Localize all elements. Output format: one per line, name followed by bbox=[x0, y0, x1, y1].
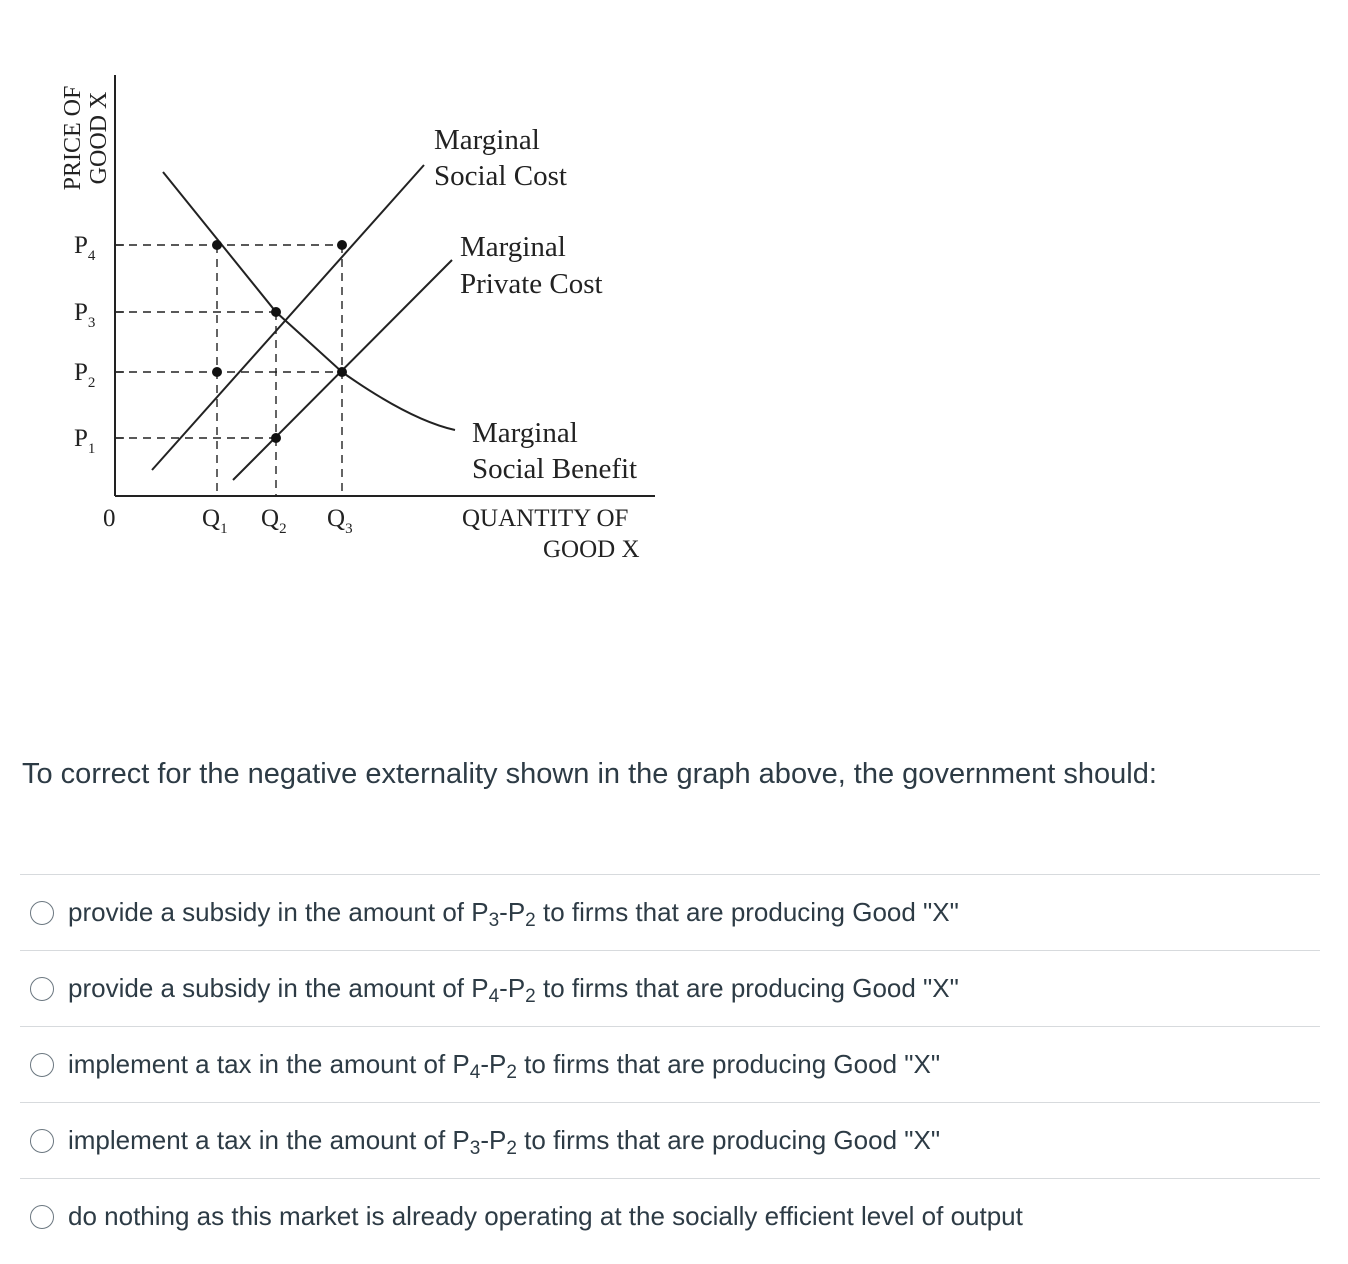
x-axis-label-line1: QUANTITY OF bbox=[462, 505, 629, 532]
answer-label: do nothing as this market is already operating at the socially efficient level of output bbox=[68, 1201, 1023, 1231]
radio-button[interactable] bbox=[30, 1129, 54, 1153]
ticks bbox=[115, 245, 124, 438]
price-label-p1: $P_1$ bbox=[74, 425, 96, 457]
answer-label: provide a subsidy in the amount of $P_3-P_2$ to firms that are producing Good "X" bbox=[68, 897, 959, 931]
radio-button[interactable] bbox=[30, 1053, 54, 1077]
point-q2-p3 bbox=[271, 307, 281, 317]
quantity-label-q1: $Q_1$ bbox=[202, 505, 228, 537]
point-q3-p4 bbox=[337, 240, 347, 250]
answer-option-3[interactable] bbox=[20, 1026, 1320, 1102]
quantity-label-q2: $Q_2$ bbox=[261, 505, 287, 537]
answer-option-4[interactable] bbox=[20, 1102, 1320, 1178]
msb-label-line1: Marginal bbox=[472, 417, 578, 449]
point-q2-p1 bbox=[271, 433, 281, 443]
msc-label-line2: Social Cost bbox=[434, 160, 567, 192]
answer-label: provide a subsidy in the amount of $P_4-P_2$ to firms that are producing Good "X" bbox=[68, 973, 959, 1007]
answer-option-1[interactable] bbox=[20, 874, 1320, 950]
radio-button[interactable] bbox=[30, 977, 54, 1001]
point-q3-p2 bbox=[337, 367, 347, 377]
answer-option-2[interactable] bbox=[20, 950, 1320, 1026]
equilibrium-points bbox=[212, 240, 347, 443]
price-label-p3: $P_3$ bbox=[74, 299, 96, 331]
mpc-label-line2: Private Cost bbox=[460, 268, 603, 300]
answer-label: implement a tax in the amount of $P_3-P_2$ to firms that are producing Good "X" bbox=[68, 1125, 941, 1159]
origin-label: 0 bbox=[103, 505, 116, 532]
y-axis-label bbox=[60, 86, 112, 191]
mpc-label-line1: Marginal bbox=[460, 231, 566, 263]
radio-button[interactable] bbox=[30, 901, 54, 925]
point-q1-p2 bbox=[212, 367, 222, 377]
answer-label: implement a tax in the amount of $P_4-P_2$ to firms that are producing Good "X" bbox=[68, 1049, 941, 1083]
answer-option-5[interactable] bbox=[20, 1178, 1320, 1254]
price-label-p2: $P_2$ bbox=[74, 359, 96, 391]
x-axis-label-line2: GOOD X bbox=[543, 536, 640, 563]
question-text: To correct for the negative externality shown in the graph above, the government should: bbox=[22, 758, 1157, 790]
externality-graph bbox=[0, 0, 700, 600]
price-label-p4: $P_4$ bbox=[74, 232, 96, 264]
svg-text:PRICE OF: PRICE OF bbox=[60, 85, 86, 191]
svg-text:GOOD X: GOOD X bbox=[86, 91, 112, 185]
answer-list bbox=[20, 874, 1320, 1254]
quantity-label-q3: $Q_3$ bbox=[327, 505, 353, 537]
guide-lines bbox=[115, 245, 342, 496]
point-q1-p4 bbox=[212, 240, 222, 250]
radio-button[interactable] bbox=[30, 1205, 54, 1229]
msc-label-line1: Marginal bbox=[434, 124, 540, 156]
msb-label-line2: Social Benefit bbox=[472, 453, 638, 485]
